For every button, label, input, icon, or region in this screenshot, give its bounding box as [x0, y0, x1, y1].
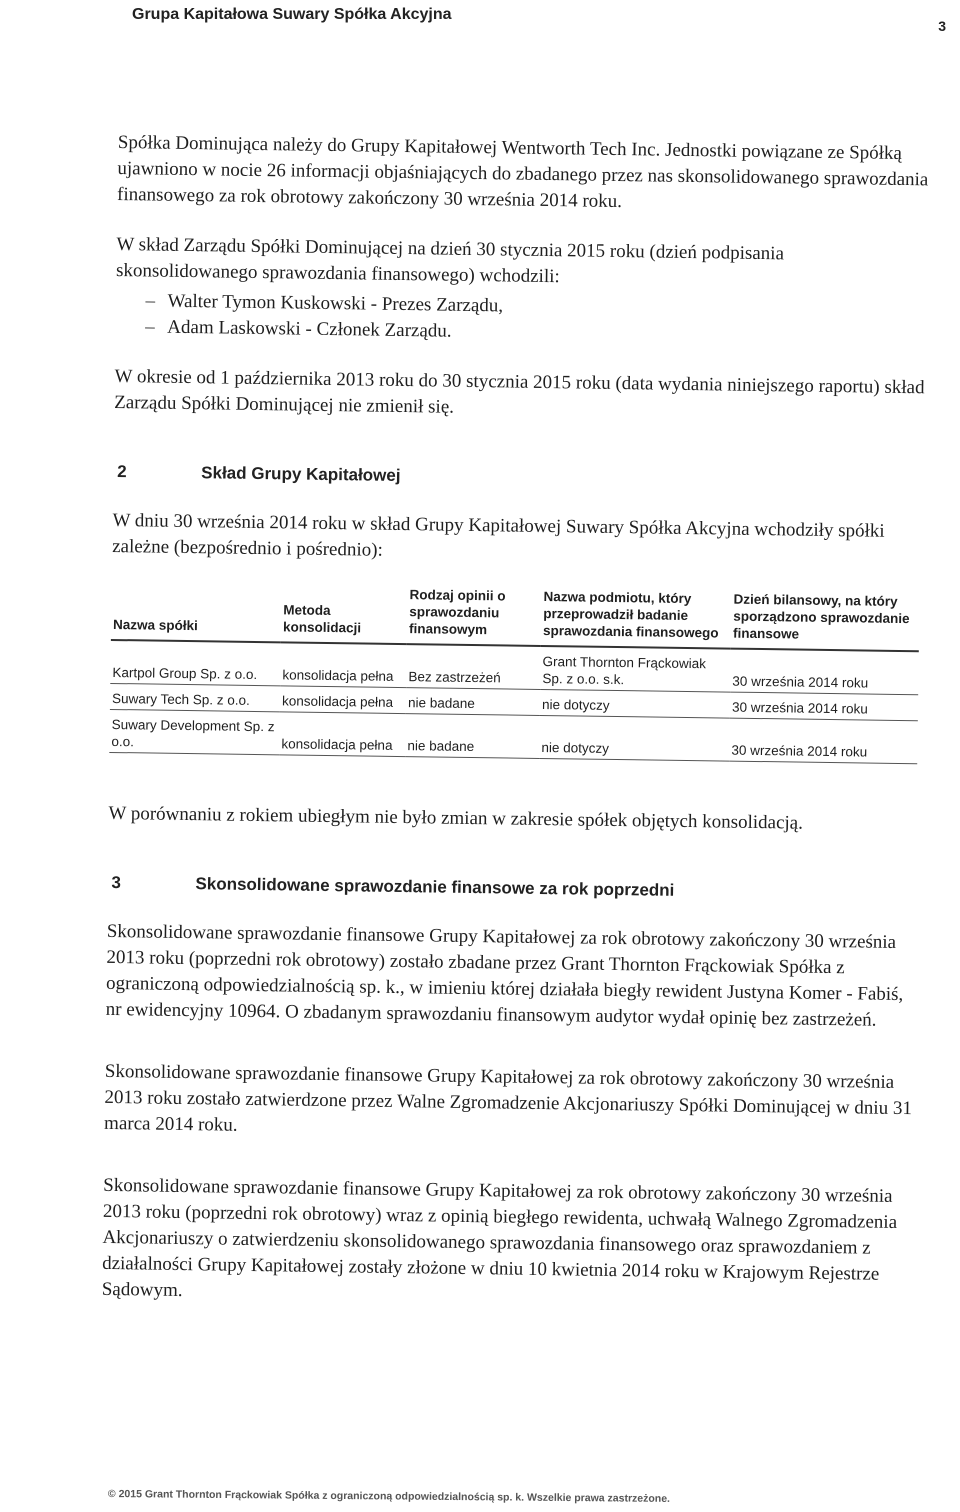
board-paragraph: W skład Zarządu Spółki Dominującej na dzień 30 stycznia 2015 roku (dzień podpisania skonsolidowanego sprawozdania finansowego) wchodzili: [115, 233, 785, 288]
column-header: Nazwa spółki [111, 582, 282, 642]
column-header: Metoda konsolidacji [281, 584, 408, 644]
section3-paragraph: Skonsolidowane sprawozdanie finansowe Grupy Kapitałowej za rok obrotowy zakończony 30 września 2013 roku zostało zatwierdzone przez Walne Zgromadzenie Akcjonariuszy Spółki Dominującej w dniu 31 marca 2014 roku. [103, 1060, 913, 1136]
section-number: 3 [111, 872, 122, 893]
table-cell: Suwary Development Sp. z o.o. [109, 709, 280, 754]
subsidiaries-table-wrap [109, 582, 919, 764]
table-cell: nie dotyczy [540, 689, 730, 718]
table-cell: konsolidacja pełna [280, 686, 406, 714]
page-number: 3 [938, 18, 946, 34]
list-item: – Adam Laskowski - Członek Zarządu. [145, 316, 452, 342]
table-cell: konsolidacja pełna [280, 642, 407, 687]
table-cell: Kartpol Group Sp. z o.o. [110, 640, 281, 686]
document-body [102, 130, 930, 1314]
intro-paragraph: Spółka Dominująca należy do Grupy Kapitałowej Wentworth Tech Inc. Jednostki powiązane ze Spółką ujawniono w nocie 26 informacji objaśniających do zbadanego przez nas skonsolidowanego sprawozdania finansowego za rok obrotowy zakończony 30 września 2014 roku. [116, 131, 929, 213]
table-cell: Bez zastrzeżeń [406, 644, 541, 689]
column-header: Dzień bilansowy, na który sporządzono sprawozdanie finansowe [731, 591, 920, 652]
section-heading-2 [113, 462, 925, 493]
table-cell: 30 września 2014 roku [730, 692, 918, 721]
section2-intro: W dniu 30 września 2014 roku w skład Grupy Kapitałowej Suwary Spółka Akcyjna wchodziły spółki zależne (bezpośrednio i pośrednio): [112, 509, 885, 561]
section-title: Skonsolidowane sprawozdanie finansowe za rok poprzedni [195, 874, 675, 900]
table-cell: Grant Thornton Frąckowiak Sp. z o.o. s.k. [540, 646, 731, 692]
section-title: Skład Grupy Kapitałowej [201, 463, 401, 485]
column-header: Rodzaj opinii o sprawozdaniu finansowym [407, 586, 542, 646]
board-members-list [115, 288, 928, 351]
footer-copyright: © 2015 Grant Thornton Frąckowiak Spółka z ograniczoną odpowiedzialnością sp. k. Wszelkie prawa zastrzeżone. [107, 1488, 671, 1505]
table-cell: nie badane [406, 688, 540, 716]
subsidiaries-table [109, 582, 919, 764]
table-cell: 30 września 2014 roku [729, 718, 918, 764]
section3-paragraph: Skonsolidowane sprawozdanie finansowe Grupy Kapitałowej za rok obrotowy zakończony 30 września 2013 roku (poprzedni rok obrotowy) zostało zbadane przez Grant Thornton Frąckowiak Spółka z ograniczoną odpowiedzialnością sp. k., w imieniu której działała biegły rewident Justyna Komer - Fabiś, nr ewidencyjny 10964. O zbadanym sprawozdaniu finansowym audytor wydał opinię bez zastrzeżeń. [105, 920, 904, 1031]
section-number: 2 [117, 462, 127, 482]
table-cell: 30 września 2014 roku [730, 649, 919, 695]
header-company-name: Grupa Kapitałowa Suwary Spółka Akcyjna [132, 6, 452, 23]
column-header: Nazwa podmiotu, który przeprowadził badanie sprawozdania finansowego [541, 588, 732, 649]
table-cell: konsolidacja pełna [279, 712, 406, 757]
section2-after-table: W porównaniu z rokiem ubiegłym nie było zmian w zakresie spółek objętych konsolidacją. [108, 802, 804, 834]
table-cell: Suwary Tech Sp. z o.o. [110, 683, 280, 711]
board-member: Walter Tymon Kuskowski - Prezes Zarządu, [167, 290, 504, 317]
section-heading-3 [107, 873, 919, 904]
table-cell: nie badane [405, 714, 540, 759]
list-item: – Walter Tymon Kuskowski - Prezes Zarządu, [145, 290, 504, 317]
table-cell: nie dotyczy [539, 715, 730, 761]
board-member: Adam Laskowski - Członek Zarządu. [167, 316, 452, 342]
section3-paragraph: Skonsolidowane sprawozdanie finansowe Grupy Kapitałowej za rok obrotowy zakończony 30 września 2013 roku (poprzedni rok obrotowy) wraz z opinią biegłego rewidenta, uchwałą Walnego Zgromadzenia Akcjonariuszy o zatwierdzeniu skonsolidowanego sprawozdania finansowego oraz sprawozdaniem z działalności Grupy Kapitałowej zostały złożone w dniu 10 kwietnia 2014 roku w Krajowym Rejestrze Sądowym. [101, 1174, 898, 1302]
period-paragraph: W okresie od 1 października 2013 roku do 30 stycznia 2015 roku (data wydania niniejszego raportu) skład Zarządu Spółki Dominującej nie zmienił się. [114, 365, 925, 418]
